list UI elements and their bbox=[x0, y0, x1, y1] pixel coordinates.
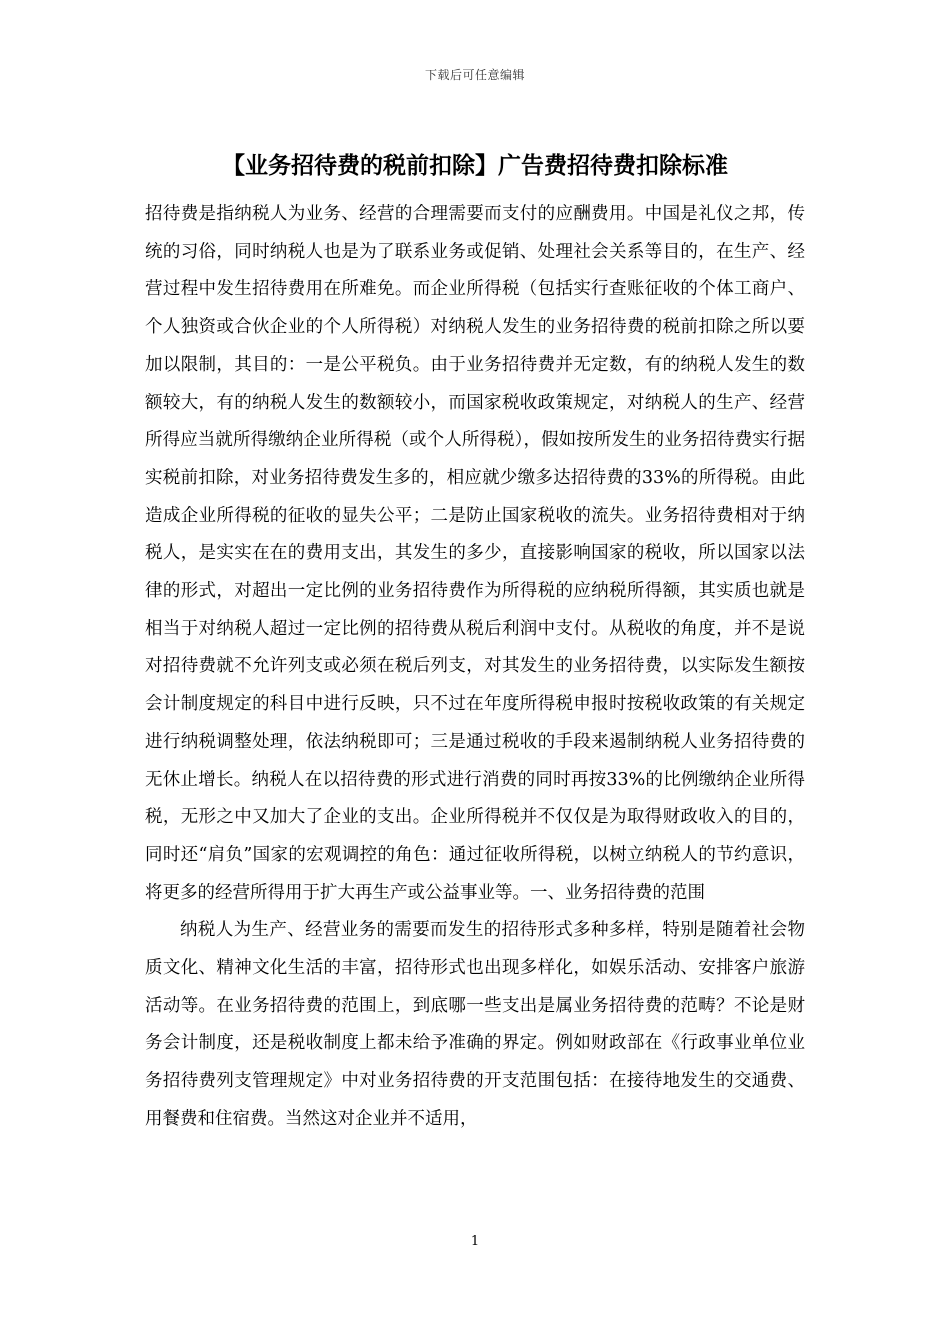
page-header-note: 下载后可任意编辑 bbox=[424, 68, 525, 82]
body-paragraph: 纳税人为生产、经营业务的需要而发生的招待形式多种多样，特别是随着社会物质文化、精神文化生活的丰富，招待形式也出现多样化，如娱乐活动、安排客户旅游活动等。在业务招待费的范围上，到底哪一些支出是属业务招待费的范畴？不论是财务会计制度，还是税收制度上都未给予准确的界定。例如财政部在《行政事业单位业务招待费列支管理规定》中对业务招待费的开支范围包括：在接待地发生的交通费、用餐费和住宿费。当然这对企业并不适用， bbox=[145, 920, 805, 1129]
page-number: 1 bbox=[470, 1234, 480, 1249]
document-body bbox=[145, 196, 805, 1139]
document-title: 【业务招待费的税前扣除】广告费招待费扣除标准 bbox=[222, 153, 728, 179]
body-paragraph: 招待费是指纳税人为业务、经营的合理需要而支付的应酬费用。中国是礼仪之邦，传统的习俗，同时纳税人也是为了联系业务或促销、处理社会关系等目的，在生产、经营过程中发生招待费用在所难免。而企业所得税（包括实行查账征收的个体工商户、个人独资或合伙企业的个人所得税）对纳税人发生的业务招待费的税前扣除之所以要加以限制，其目的：一是公平税负。由于业务招待费并无定数，有的纳税人发生的数额较大，有的纳税人发生的数额较小，而国家税收政策规定，对纳税人的生产、经营所得应当就所得缴纳企业所得税（或个人所得税），假如按所发生的业务招待费实行据实税前扣除，对业务招待费发生多的，相应就少缴多达招待费的33%的所得税。由此造成企业所得税的征收的显失公平；二是防止国家税收的流失。业务招待费相对于纳税人，是实实在在的费用支出，其发生的多少，直接影响国家的税收，所以国家以法律的形式，对超出一定比例的业务招待费作为所得税的应纳税所得额，其实质也就是相当于对纳税人超过一定比例的招待费从税后利润中支付。从税收的角度，并不是说对招待费就不允许列支或必须在税后列支，对其发生的业务招待费，以实际发生额按会计制度规定的科目中进行反映，只不过在年度所得税申报时按税收政策的有关规定进行纳税调整处理，依法纳税即可；三是通过税收的手段来遏制纳税人业务招待费的无休止增长。纳税人在以招待费的形式进行消费的同时再按33%的比例缴纳企业所得税，无形之中又加大了企业的支出。企业所得税并不仅仅是为取得财政收入的目的，同时还“肩负”国家的宏观调控的角色：通过征收所得税，以树立纳税人的节约意识，将更多的经营所得用于扩大再生产或公益事业等。一、业务招待费的范围 bbox=[145, 204, 805, 903]
